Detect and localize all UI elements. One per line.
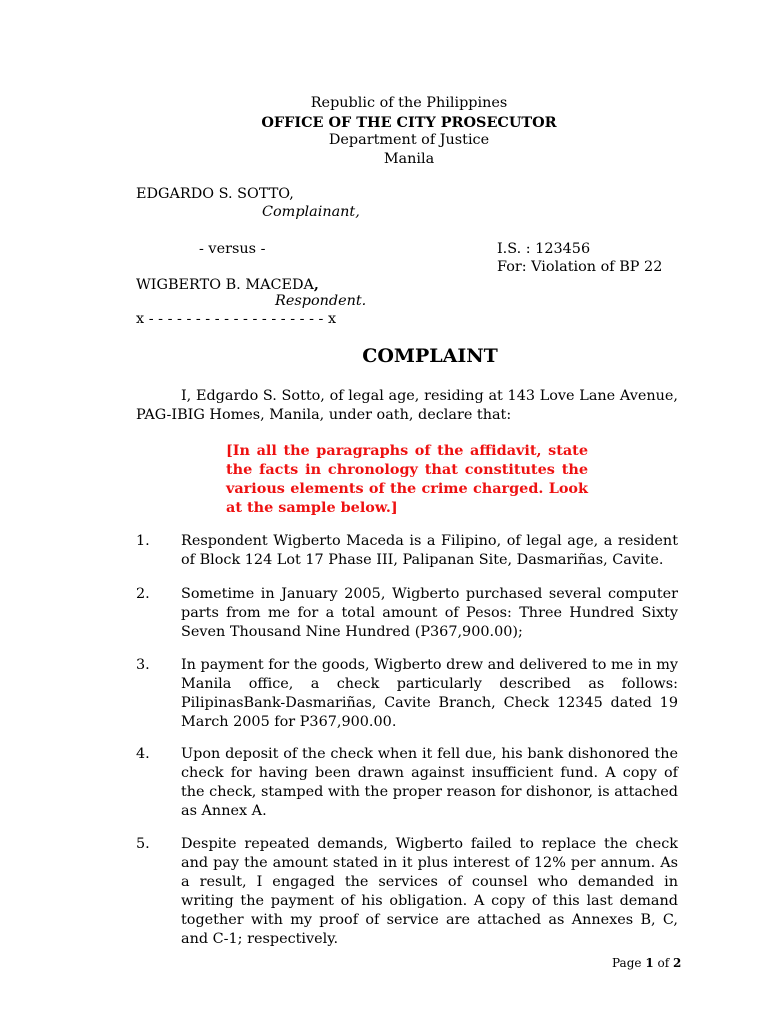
paragraph-number: 4.: [136, 746, 150, 762]
page-current: 1: [645, 956, 654, 970]
violation-label: For: Violation of BP 22: [497, 259, 663, 275]
header-office: OFFICE OF THE CITY PROSECUTOR: [261, 114, 557, 131]
paragraph-text: Respondent Wigberto Maceda is a Filipino, of legal age, a resident of Block 124 Lot 17 Phase III, Palipanan Site, Dasmariñas, Cavite.: [181, 533, 678, 568]
paragraph-text: In payment for the goods, Wigberto drew and delivered to me in my Manila office, a check particularly described as follows: PilipinasBank-Dasmariñas, Cavite Branch, Check 12345 dated 19 March 2005 for P367,900.00.: [181, 657, 678, 730]
instruction-note: [In all the paragraphs of the affidavit, state the facts in chronology that constitutes the various elements of the crime charged. Look at the sample below.]: [226, 442, 588, 516]
header-republic: Republic of the Philippines: [310, 95, 508, 111]
paragraph-text: Upon deposit of the check when it fell due, his bank dishonored the check for having been drawn against insufficient fund. A copy of the check, stamped with the proper reason for dishonor, is attached as Annex A.: [181, 746, 678, 819]
document-title: COMPLAINT: [362, 345, 498, 367]
page-total: 2: [673, 956, 682, 970]
paragraph-number: 5.: [136, 836, 150, 852]
paragraph-number: 2.: [136, 586, 150, 602]
versus-label: - versus -: [199, 241, 266, 257]
paragraph-number: 1.: [136, 533, 150, 549]
header-city: Manila: [383, 151, 435, 167]
complainant-role: Complainant,: [262, 204, 360, 220]
page-of-word: of: [657, 956, 670, 970]
page-word: Page: [612, 956, 642, 970]
paragraph-number: 3.: [136, 657, 150, 673]
paragraph-text: Sometime in January 2005, Wigberto purchased several computer parts from me for a total amount of Pesos: Three Hundred Sixty Seven Thousand Nine Hundred (P367,900.00);: [181, 586, 678, 640]
respondent-name: WIGBERTO B. MACEDA: [136, 277, 314, 293]
paragraph-text: Despite repeated demands, Wigberto failed to replace the check and pay the amount stated in it plus interest of 12% per annum. As a result, I engaged the services of counsel who demanded in writing the payment of his obligation. A copy of this last demand together with my proof of service are attached as Annexes B, C, and C-1; respectively.: [181, 836, 678, 947]
caption-separator: x - - - - - - - - - - - - - - - - - - - x: [136, 311, 337, 327]
respondent-comma: ,: [313, 276, 319, 293]
complainant-name: EDGARDO S. SOTTO,: [136, 186, 294, 202]
respondent-role: Respondent.: [275, 293, 367, 309]
header-department: Department of Justice: [328, 132, 490, 148]
intro-paragraph: I, Edgardo S. Sotto, of legal age, residing at 143 Love Lane Avenue, PAG-IBIG Homes, Manila, under oath, declare that:: [136, 388, 678, 423]
page-indicator: [612, 954, 681, 973]
case-number: I.S. : 123456: [497, 241, 591, 257]
